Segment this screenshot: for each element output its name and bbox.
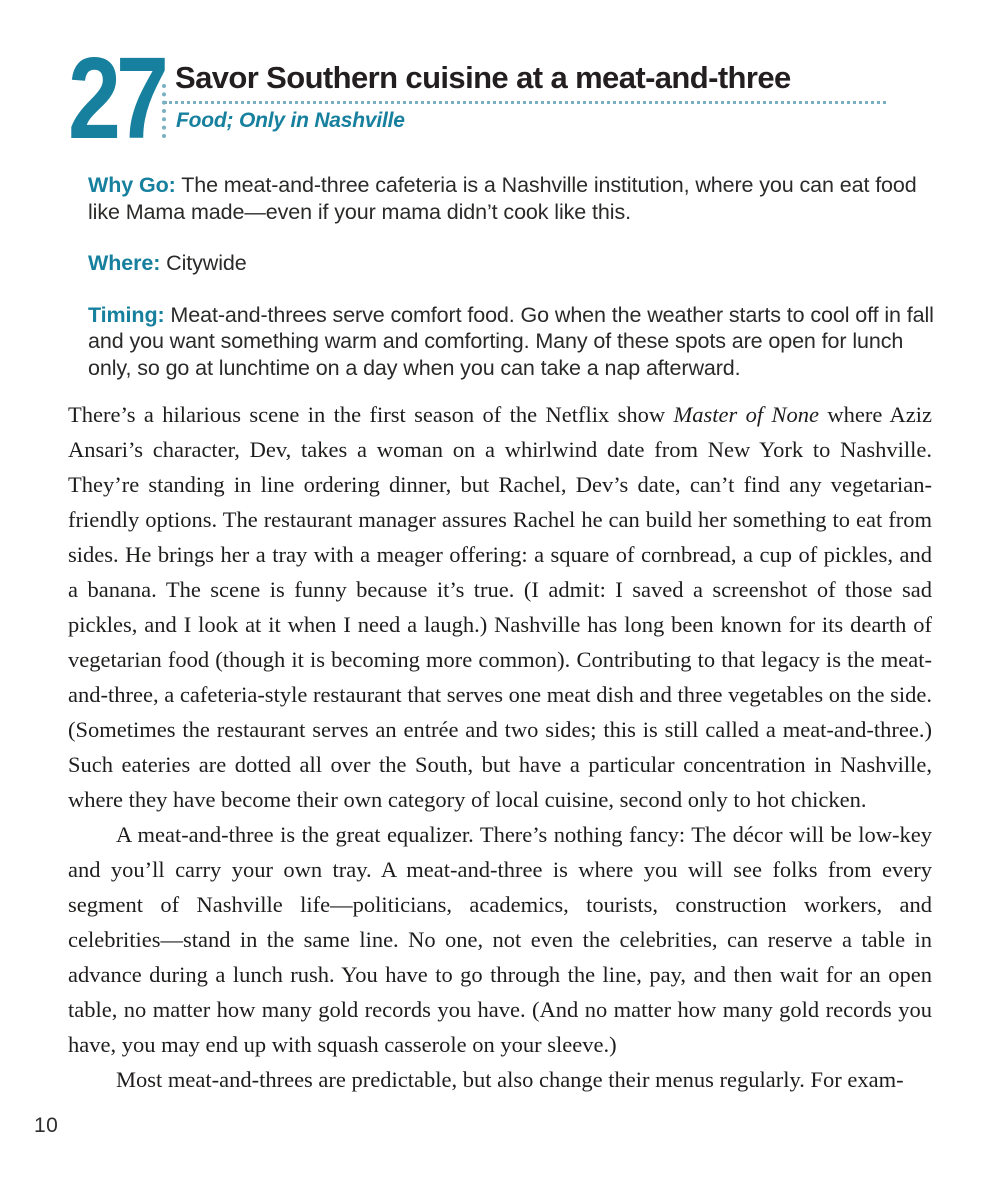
- chapter-header: [68, 33, 932, 163]
- chapter-title: Savor Southern cuisine at a meat-and-three: [175, 60, 791, 95]
- vertical-dotted-rule: [162, 84, 166, 138]
- body-paragraph-2: A meat-and-three is the great equalizer. There’s nothing fancy: The décor will be low-key and you’ll carry your own tray. A meat-and-three is where you will see folks from every segment of Nashville life—politicians, academics, tourists, construction workers, and celebrities—stand in the same line. No one, not even the celebrities, can reserve a table in advance during a lunch rush. You have to go through the line, pay, and then wait for an open table, no matter how many gold records you have. (And no matter how many gold records you have, you may end up with squash casserole on your sleeve.): [68, 822, 932, 1057]
- info-item-timing: [88, 302, 934, 382]
- info-text-why-go: The meat-and-three cafeteria is a Nashville institution, where you can eat food like Mama made—even if your mama didn’t cook like this.: [88, 173, 917, 224]
- info-label-where: Where:: [88, 251, 161, 275]
- info-item-why-go: [88, 172, 934, 225]
- chapter-number: 27: [68, 33, 164, 163]
- info-block: [88, 172, 934, 406]
- info-text-timing: Meat-and-threes serve comfort food. Go when the weather starts to cool off in fall and you want something warm and comforting. Many of these spots are open for lunch only, so go at lunchtime on a day when you can take a nap afterward.: [88, 302, 934, 380]
- page-number: 10: [34, 1114, 59, 1137]
- info-label-timing: Timing:: [88, 302, 165, 327]
- paragraph-1-rest: where Aziz Ansari’s character, Dev, takes a woman on a whirlwind date from New York to Nashville. They’re standing in line ordering dinner, but Rachel, Dev’s date, can’t find any vegetarian-friendly options. The restaurant manager assures Rachel he can build her something to eat from sides. He brings her a tray with a meager offering: a square of cornbread, a cup of pickles, and a banana. The scene is funny because it’s true. (I admit: I saved a screenshot of those sad pickles, and I look at it when I need a laugh.) Nashville has long been known for its dearth of vegetarian food (though it is becoming more common). Contributing to that legacy is the meat-and-three, a cafeteria-style restaurant that serves one meat dish and three vegetables on the side. (Sometimes the restaurant serves an entrée and two sides; this is still called a meat-and-three.) Such eateries are dotted all over the South, but have a particular concentration in Nashville, where they have become their own category of local cuisine, second only to hot chicken.: [68, 402, 932, 812]
- show-title-italic: Master of None: [673, 402, 820, 427]
- chapter-categories: Food; Only in Nashville: [176, 109, 405, 132]
- body-paragraph-3: Most meat-and-threes are predictable, but also change their menus regularly. For exam-: [116, 1067, 904, 1092]
- info-label-why-go: Why Go:: [88, 173, 176, 197]
- info-text-where: Citywide: [166, 251, 247, 275]
- title-dotted-underline: [164, 101, 886, 104]
- paragraph-1-lead: There’s a hilarious scene in the first season of the Netflix show: [68, 402, 674, 427]
- info-item-where: [88, 250, 934, 277]
- body-paragraph-1: [68, 397, 932, 817]
- body-text: [68, 397, 932, 1097]
